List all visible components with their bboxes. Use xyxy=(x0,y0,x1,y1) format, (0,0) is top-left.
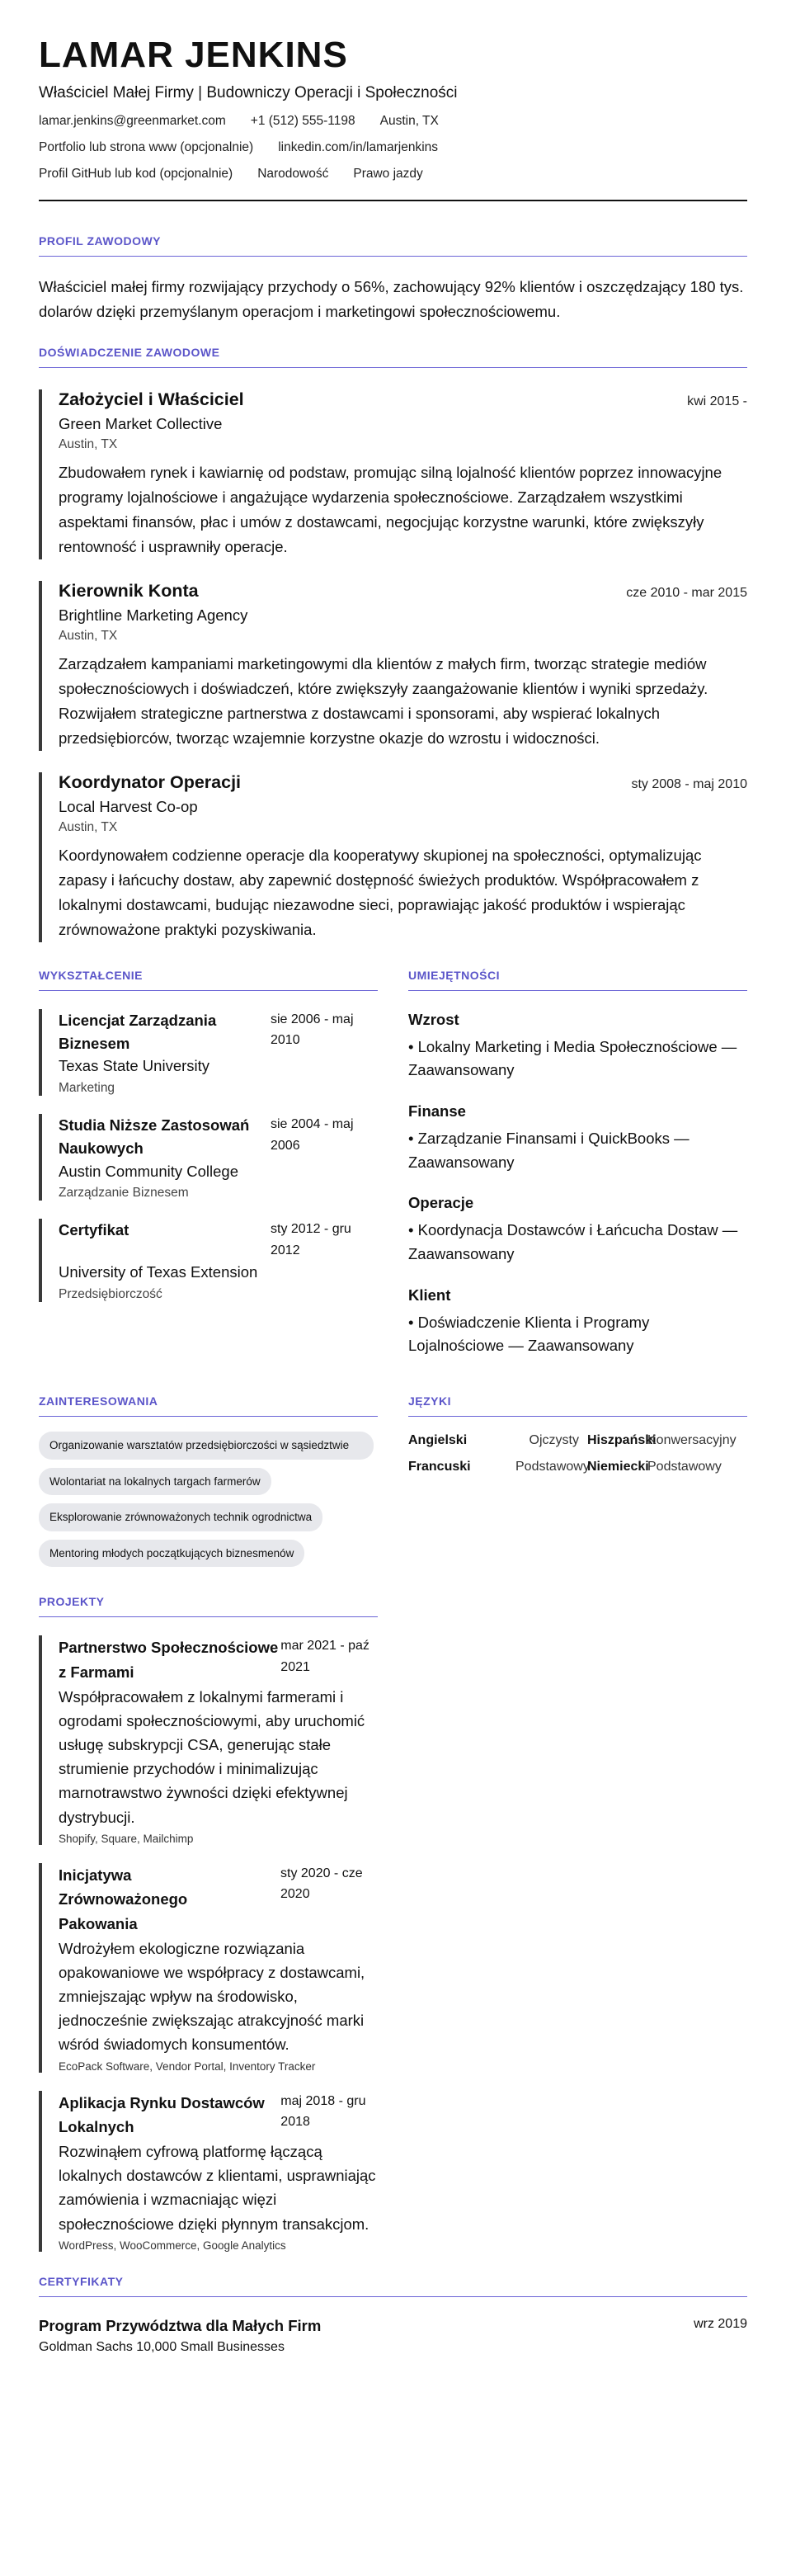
contact-portfolio[interactable]: Portfolio lub strona www (opcjonalnie) xyxy=(39,140,254,155)
skill-item: • Doświadczenie Klienta i Programy Lojalnościowe — Zaawansowany xyxy=(408,1313,650,1355)
education-item xyxy=(39,1114,378,1201)
skill-category: Wzrost xyxy=(408,1010,459,1028)
education-section xyxy=(39,969,378,1358)
job-location: Austin, TX xyxy=(59,437,118,452)
interest-chip: Mentoring młodych początkujących biznesmenów xyxy=(39,1540,304,1568)
section-title-projects: PROJEKTY xyxy=(39,1595,378,1617)
language-name: Angielski xyxy=(408,1433,468,1448)
certifications-section xyxy=(39,2275,747,2355)
interest-chip: Eksplorowanie zrównoważonych technik ogrodnictwa xyxy=(39,1503,322,1531)
contact-phone[interactable]: +1 (512) 555-1198 xyxy=(250,114,355,129)
language-level: Ojczysty xyxy=(529,1433,579,1448)
job-description: Koordynowałem codzienne operacje dla kooperatywy skupionej na społeczności, optymalizując zapasy i łańcuchy dostaw, aby zapewnić dostępność świeżych produktów. Współpracowałem z lokalnymi dostawcami, budując niezawodne sieci, poprawiając jakość produktów i wspierając zrównoważone praktyki pozyskiwania. xyxy=(59,846,702,938)
education-date: sie 2006 - maj 2010 xyxy=(271,1012,354,1048)
section-title-interests: ZAINTERESOWANIA xyxy=(39,1394,378,1417)
job-description: Zbudowałem rynek i kawiarnię od podstaw, promując silną lojalność klientów poprzez innowacyjne programy lojalnościowe i angażujące wydarzenia społecznościowe. Zarządzałem wszystkimi aspektami finansów, płac i umów z dostawcami, negocjując korzystne warunki, które zwiększyły rentowność i usprawniły operacje. xyxy=(59,464,722,556)
experience-section xyxy=(39,346,747,942)
project-date: maj 2018 - gru 2018 xyxy=(280,2093,366,2130)
certification-issuer: Goldman Sachs 10,000 Small Businesses xyxy=(39,2339,285,2354)
certification-title: Program Przywództwa dla Małych Firm xyxy=(39,2316,322,2334)
skill-item: • Koordynacja Dostawców i Łańcucha Dostaw — Zaawansowany xyxy=(408,1221,738,1263)
contact-location: Austin, TX xyxy=(379,114,439,129)
section-title-experience: DOŚWIADCZENIE ZAWODOWE xyxy=(39,346,747,368)
job-location: Austin, TX xyxy=(59,819,118,834)
candidate-name: LAMAR JENKINS xyxy=(39,35,348,75)
education-school: Texas State University xyxy=(59,1057,210,1075)
education-degree: Certyfikat xyxy=(59,1221,129,1239)
project-title: Partnerstwo Społecznościowe z Farmami xyxy=(59,1639,279,1681)
contact-row xyxy=(39,167,747,182)
interest-chip: Organizowanie warsztatów przedsiębiorczości w sąsiedztwie xyxy=(39,1432,374,1460)
interests-section xyxy=(39,1394,378,1575)
education-field: Zarządzanie Biznesem xyxy=(59,1186,189,1201)
skill-group xyxy=(408,1286,747,1358)
languages-table xyxy=(408,1433,747,1474)
section-title-profile: PROFIL ZAWODOWY xyxy=(39,234,747,257)
project-item xyxy=(39,1863,378,2073)
education-school: University of Texas Extension xyxy=(59,1263,258,1281)
candidate-headline: Właściciel Małej Firmy | Budowniczy Operacji i Społeczności xyxy=(39,84,458,102)
job-location: Austin, TX xyxy=(59,629,118,643)
project-tech: EcoPack Software, Vendor Portal, Inventory Tracker xyxy=(59,2059,316,2073)
interest-chips xyxy=(39,1432,378,1575)
language-level: Konwersacyjny xyxy=(647,1433,737,1448)
skill-group xyxy=(408,1194,747,1266)
education-school: Austin Community College xyxy=(59,1162,238,1180)
job-date: sty 2008 - maj 2010 xyxy=(631,776,747,791)
job-description: Zarządzałem kampaniami marketingowymi dla klientów z małych firm, tworząc strategie mediów społecznościowych i doświadczeń, które zwiększyły zaangażowanie klientów i wyniki sprzedaży. Rozwijałem strategiczne partnerstwa z dostawcami i sponsorami, aby wspierać lokalnych przedsiębiorców, tworząc wzajemnie korzystne okazje do wzrostu i widoczności. xyxy=(59,655,708,747)
interest-chip: Wolontariat na lokalnych targach farmerów xyxy=(39,1468,271,1496)
projects-section xyxy=(39,1595,378,2251)
education-field: Przedsiębiorczość xyxy=(59,1287,162,1302)
job-title: Założyciel i Właściciel xyxy=(59,389,244,410)
section-title-education: WYKSZTAŁCENIE xyxy=(39,969,378,991)
education-date: sie 2004 - maj 2006 xyxy=(271,1117,354,1153)
skill-item: • Zarządzanie Finansami i QuickBooks — Zaawansowany xyxy=(408,1130,690,1171)
job-title: Kierownik Konta xyxy=(59,581,199,601)
project-title: Aplikacja Rynku Dostawców Lokalnych xyxy=(59,2093,265,2136)
job-company: Green Market Collective xyxy=(59,415,223,433)
project-date: mar 2021 - paź 2021 xyxy=(280,1639,369,1674)
section-title-certifications: CERTYFIKATY xyxy=(39,2275,747,2297)
experience-item xyxy=(39,581,747,751)
skill-group xyxy=(408,1102,747,1174)
section-title-languages: JĘZYKI xyxy=(408,1394,747,1417)
language-level: Podstawowy xyxy=(647,1460,722,1474)
language-level: Podstawowy xyxy=(515,1460,590,1474)
languages-section xyxy=(408,1394,747,1575)
skill-category: Finanse xyxy=(408,1102,466,1121)
certification-item xyxy=(39,2317,747,2335)
language-name: Niemiecki xyxy=(587,1460,649,1474)
section-title-skills: UMIEJĘTNOŚCI xyxy=(408,969,747,991)
job-title: Koordynator Operacji xyxy=(59,771,242,792)
contact-nationality: Narodowość xyxy=(257,167,329,182)
contact-email[interactable]: lamar.jenkins@greenmarket.com xyxy=(39,114,226,129)
skill-item: • Lokalny Marketing i Media Społecznościowe — Zaawansowany xyxy=(408,1037,737,1079)
education-skills-row xyxy=(39,969,747,1358)
resume-header xyxy=(39,36,747,201)
job-company: Local Harvest Co-op xyxy=(59,797,198,815)
language-name: Hiszpański xyxy=(587,1433,657,1448)
experience-item xyxy=(39,772,747,942)
project-tech: WordPress, WooCommerce, Google Analytics xyxy=(59,2239,286,2252)
contact-linkedin[interactable]: linkedin.com/in/lamarjenkins xyxy=(278,140,439,155)
education-field: Marketing xyxy=(59,1081,115,1095)
job-company: Brightline Marketing Agency xyxy=(59,606,248,624)
language-name: Francuski xyxy=(408,1460,471,1474)
job-date: kwi 2015 - xyxy=(687,394,747,409)
contact-driving-license: Prawo jazdy xyxy=(353,167,423,182)
profile-summary: Właściciel małej firmy rozwijający przychody o 56%, zachowujący 92% klientów i oszczędzający 180 tys. dolarów dzięki przemyślanym operacjom i marketingowi społecznościowemu. xyxy=(39,278,744,321)
certification-date: wrz 2019 xyxy=(694,2316,747,2331)
skills-section xyxy=(408,969,747,1358)
education-item xyxy=(39,1009,378,1096)
interests-languages-row xyxy=(39,1394,747,1575)
project-tech: Shopify, Square, Mailchimp xyxy=(59,1832,194,1845)
project-description: Wdrożyłem ekologiczne rozwiązania opakowaniowe we współpracy z dostawcami, zmniejszając wpływ na środowisko, jednocześnie zwiększając atrakcyjność marki wśród świadomych konsumentów. xyxy=(59,1939,365,2054)
education-degree: Studia Niższe Zastosowań Naukowych xyxy=(59,1116,250,1157)
project-description: Współpracowałem z lokalnymi farmerami i ogrodami społecznościowymi, aby uruchomić usługę subskrypcji CSA, generując stałe strumienie przychodów i minimalizując marnotrawstwo żywności dzięki efektywnej dystrybucji. xyxy=(59,1687,365,1826)
skill-category: Operacje xyxy=(408,1194,474,1212)
project-date: sty 2020 - cze 2020 xyxy=(280,1866,363,1902)
job-date: cze 2010 - mar 2015 xyxy=(626,586,747,600)
header-divider xyxy=(39,200,747,201)
profile-section xyxy=(39,234,747,324)
skill-group xyxy=(408,1011,747,1083)
education-item xyxy=(39,1219,378,1302)
experience-item xyxy=(39,389,747,559)
project-item xyxy=(39,1635,378,1845)
skill-category: Klient xyxy=(408,1286,451,1304)
contact-row xyxy=(39,140,747,155)
contact-row xyxy=(39,114,747,129)
education-date: sty 2012 - gru 2012 xyxy=(271,1222,351,1257)
project-title: Inicjatywa Zrównoważonego Pakowania xyxy=(59,1866,188,1932)
education-degree: Licencjat Zarządzania Biznesem xyxy=(59,1011,217,1052)
project-description: Rozwinąłem cyfrową platformę łączącą lokalnych dostawców z klientami, usprawniając zamówienia i wzmacniając więzi społecznościowe dzięki płynnym transakcjom. xyxy=(59,2142,376,2233)
project-item xyxy=(39,2091,378,2252)
contact-github[interactable]: Profil GitHub lub kod (opcjonalnie) xyxy=(39,167,233,182)
